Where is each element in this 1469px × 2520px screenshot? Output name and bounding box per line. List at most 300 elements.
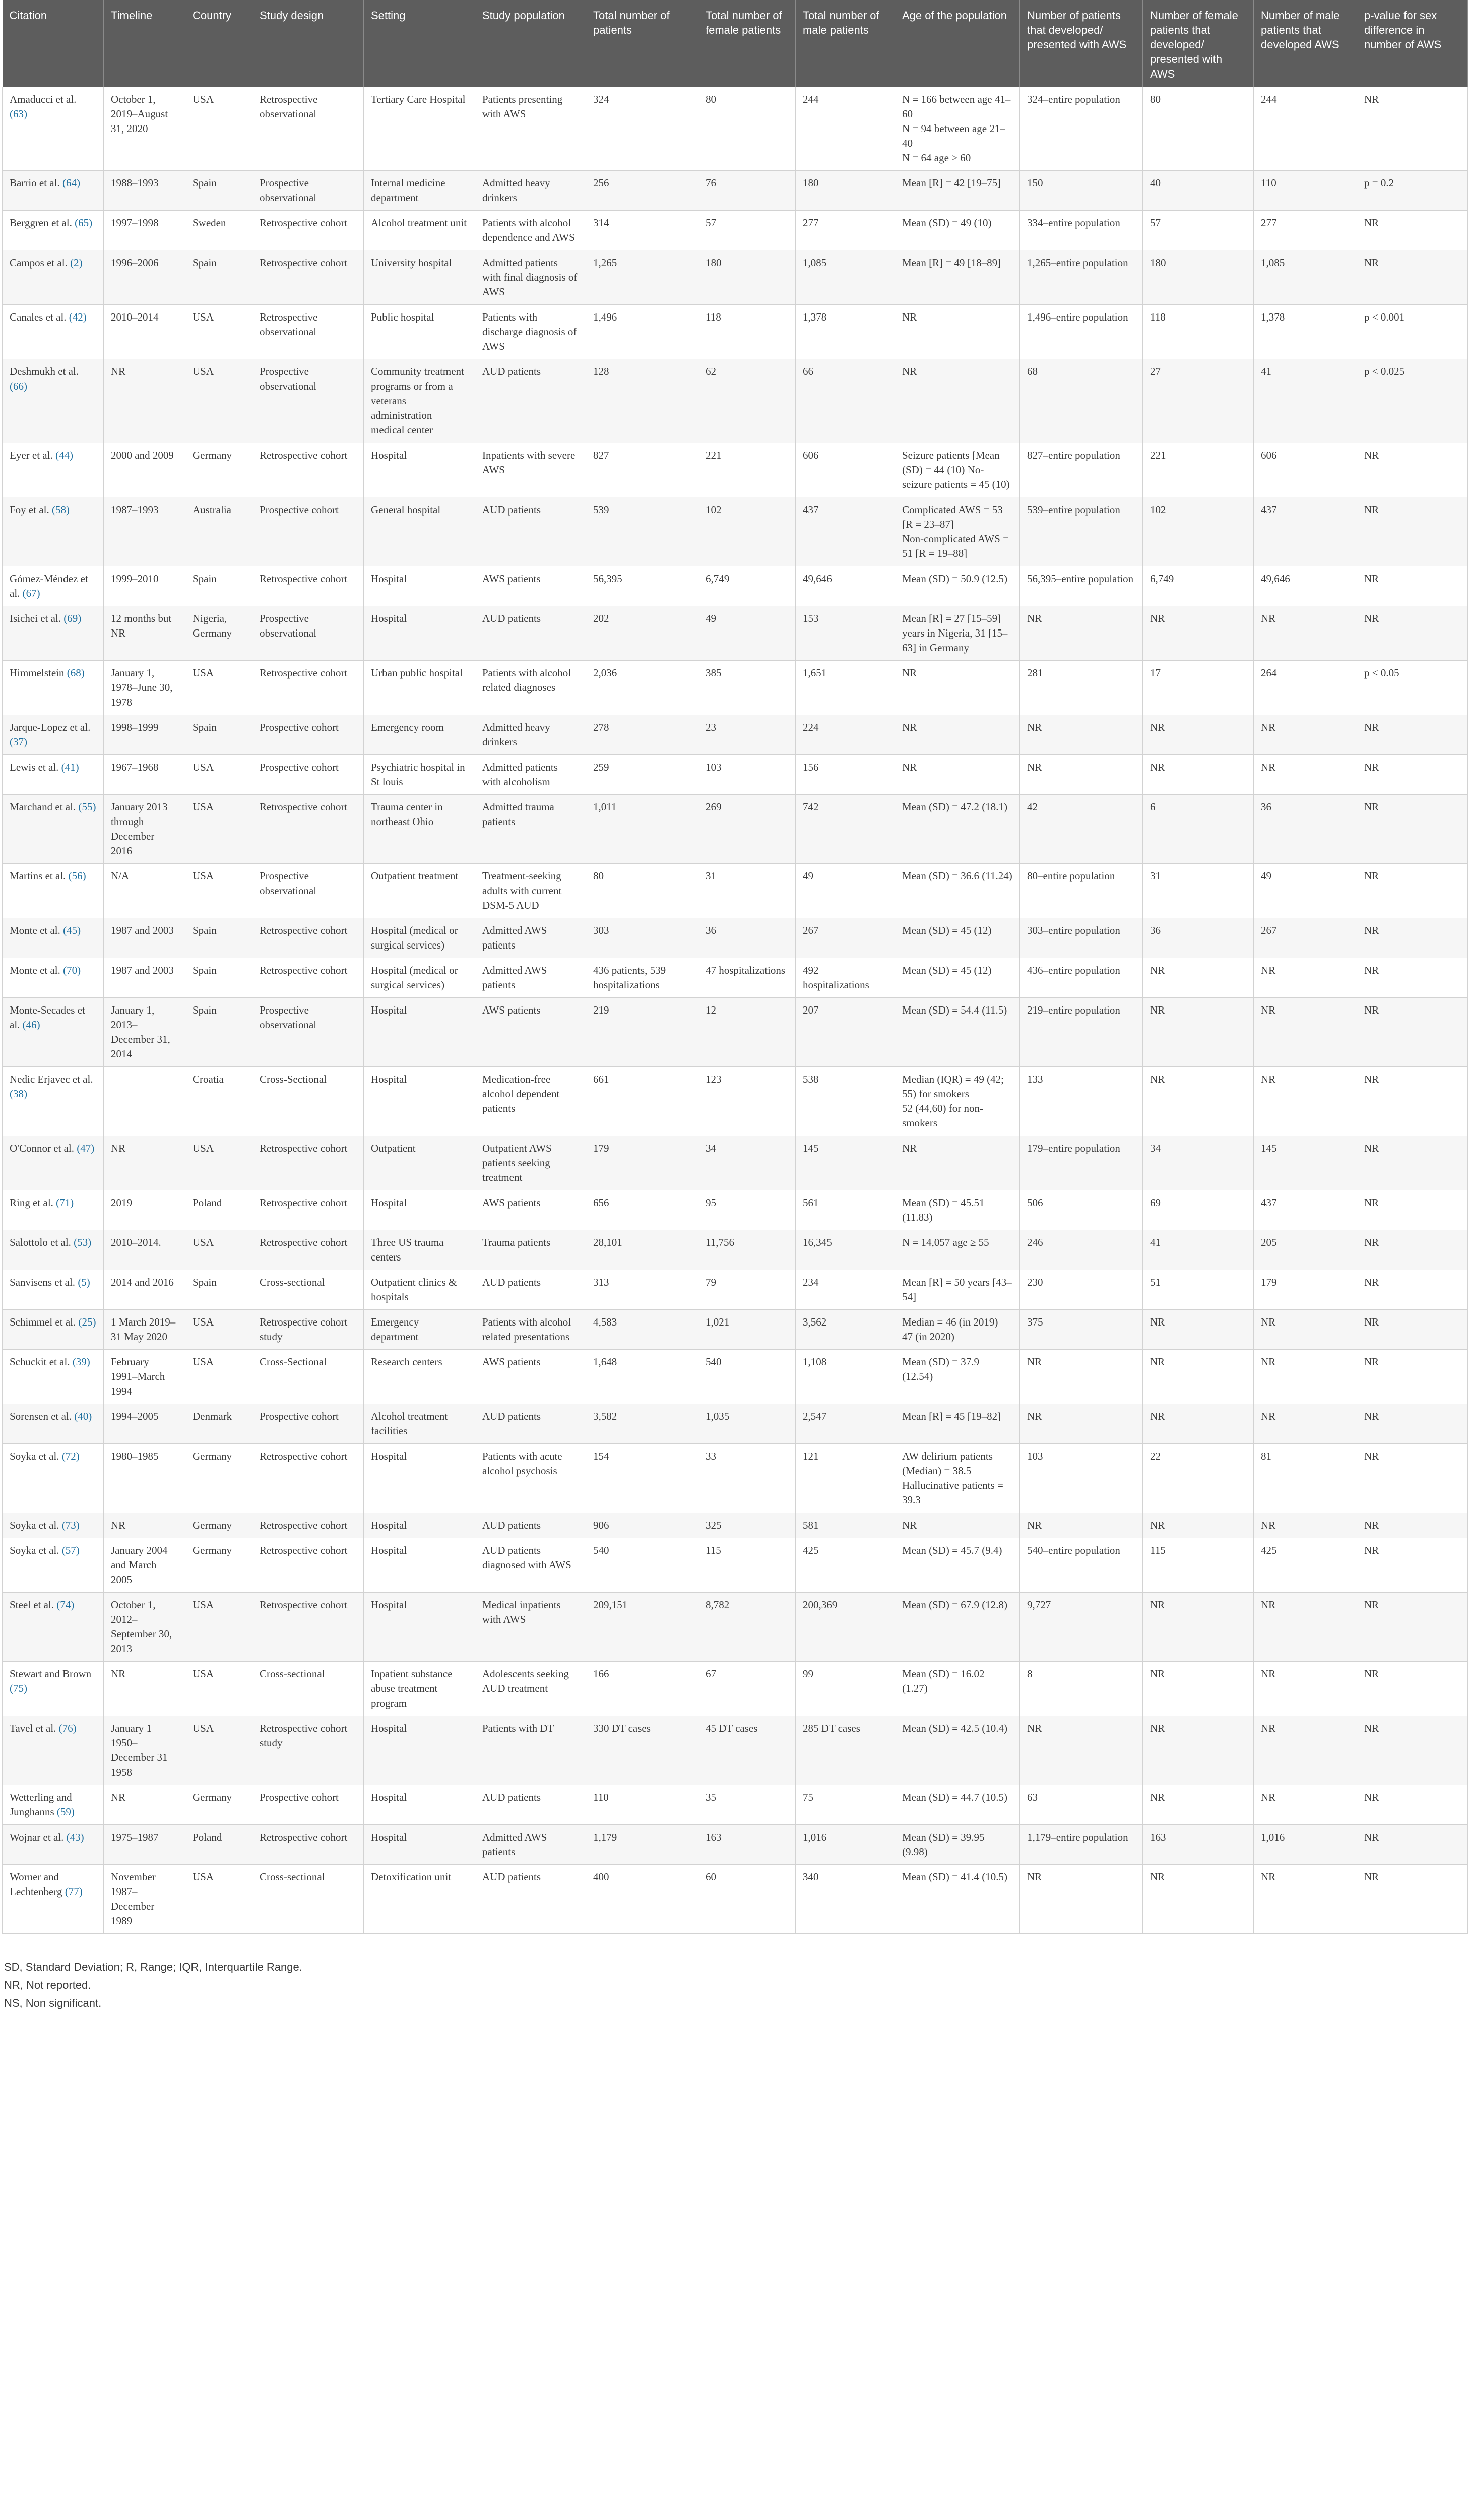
table-cell: AUD patients [475, 359, 586, 443]
table-cell: 340 [796, 1865, 895, 1934]
table-row [3, 250, 1468, 305]
reference-link[interactable]: (43) [66, 1831, 84, 1843]
citation-cell: Berggren et al. (65) [3, 211, 104, 250]
table-cell: NR [1357, 755, 1468, 795]
table-cell: 436 patients, 539 hospitalizations [586, 958, 698, 998]
table-cell: 1994–2005 [104, 1404, 185, 1444]
table-cell: 57 [698, 211, 796, 250]
table-cell: NR [1357, 1310, 1468, 1350]
table-cell: NR [895, 359, 1020, 443]
table-cell: Australia [185, 497, 252, 566]
column-header: Number of female patients that developed/ presented with AWS [1143, 0, 1254, 87]
table-cell: 1967–1968 [104, 755, 185, 795]
table-cell: 1,016 [1254, 1825, 1357, 1865]
table-cell: 63 [1020, 1785, 1143, 1825]
reference-link[interactable]: (72) [61, 1450, 80, 1462]
table-cell: NR [104, 1662, 185, 1716]
table-cell: NR [1254, 606, 1357, 661]
table-cell: Admitted patients with alcoholism [475, 755, 586, 795]
table-cell: 2010–2014 [104, 305, 185, 359]
reference-link[interactable]: (67) [22, 587, 40, 599]
table-cell: 41 [1143, 1230, 1254, 1270]
table-cell: 540 [586, 1538, 698, 1593]
table-cell: Hospital [364, 998, 475, 1067]
table-row [3, 1513, 1468, 1538]
table-cell: NR [1357, 958, 1468, 998]
table-footnotes [2, 1958, 1467, 2012]
table-cell: Patients with DT [475, 1716, 586, 1785]
table-cell: Prospective cohort [252, 715, 364, 755]
table-cell: NR [1357, 250, 1468, 305]
column-header: Setting [364, 0, 475, 87]
table-cell: Admitted heavy drinkers [475, 715, 586, 755]
table-cell: 2019 [104, 1190, 185, 1230]
table-cell: Treatment-seeking adults with current DSM-5 AUD [475, 864, 586, 918]
reference-link[interactable]: (37) [10, 736, 27, 748]
table-cell: Mean (SD) = 45.51 (11.83) [895, 1190, 1020, 1230]
table-cell: AWS patients [475, 566, 586, 606]
table-cell: 538 [796, 1067, 895, 1136]
table-cell: February 1991–March 1994 [104, 1350, 185, 1404]
reference-link[interactable]: (77) [65, 1885, 83, 1898]
table-cell: Hospital [364, 443, 475, 497]
table-row [3, 1350, 1468, 1404]
table-cell: 1987 and 2003 [104, 918, 185, 958]
table-cell: 1987 and 2003 [104, 958, 185, 998]
table-cell: 180 [698, 250, 796, 305]
reference-link[interactable]: (44) [55, 449, 73, 461]
table-cell: Public hospital [364, 305, 475, 359]
reference-link[interactable]: (65) [75, 217, 93, 229]
table-cell: 246 [1020, 1230, 1143, 1270]
table-cell: 12 [698, 998, 796, 1067]
table-cell: 99 [796, 1662, 895, 1716]
table-cell: 1,179 [586, 1825, 698, 1865]
citation-cell: Sorensen et al. (40) [3, 1404, 104, 1444]
table-cell: AUD patients [475, 1404, 586, 1444]
table-cell: 110 [586, 1785, 698, 1825]
table-cell: 1,108 [796, 1350, 895, 1404]
table-row [3, 1067, 1468, 1136]
table-cell: Prospective cohort [252, 755, 364, 795]
table-cell: 11,756 [698, 1230, 796, 1270]
table-cell: Patients with alcohol related diagnoses [475, 661, 586, 715]
table-cell: Spain [185, 715, 252, 755]
table-cell [104, 1067, 185, 1136]
header-row [3, 0, 1468, 87]
table-cell: Cross-sectional [252, 1270, 364, 1310]
table-cell: Complicated AWS = 53 [R = 23–87] Non-complicated AWS = 51 [R = 19–88] [895, 497, 1020, 566]
table-row [3, 305, 1468, 359]
table-cell: 1,016 [796, 1825, 895, 1865]
table-cell: 1,651 [796, 661, 895, 715]
table-cell: 234 [796, 1270, 895, 1310]
table-cell: AWS patients [475, 1350, 586, 1404]
table-cell: 36 [1143, 918, 1254, 958]
table-cell: NR [1357, 566, 1468, 606]
table-row [3, 1716, 1468, 1785]
table-cell: Prospective observational [252, 864, 364, 918]
table-cell: Patients with acute alcohol psychosis [475, 1444, 586, 1513]
table-cell: AUD patients [475, 497, 586, 566]
table-cell: 35 [698, 1785, 796, 1825]
table-cell: 661 [586, 1067, 698, 1136]
citation-cell: Eyer et al. (44) [3, 443, 104, 497]
table-cell: NR [1143, 755, 1254, 795]
table-cell: NR [1143, 958, 1254, 998]
reference-link[interactable]: (5) [78, 1276, 90, 1288]
table-cell: 179–entire population [1020, 1136, 1143, 1190]
table-cell: January 2004 and March 2005 [104, 1538, 185, 1593]
citation-cell: Tavel et al. (76) [3, 1716, 104, 1785]
table-cell: p < 0.001 [1357, 305, 1468, 359]
table-cell: 324–entire population [1020, 87, 1143, 171]
table-cell: NR [895, 1513, 1020, 1538]
citation-cell: Campos et al. (2) [3, 250, 104, 305]
table-row [3, 497, 1468, 566]
table-cell: Retrospective cohort [252, 1513, 364, 1538]
table-cell: 437 [1254, 497, 1357, 566]
table-cell: 281 [1020, 661, 1143, 715]
table-cell: NR [1254, 1593, 1357, 1662]
table-cell: NR [895, 715, 1020, 755]
table-cell: 540–entire population [1020, 1538, 1143, 1593]
table-row [3, 864, 1468, 918]
table-cell: 31 [1143, 864, 1254, 918]
citation-cell: Wetterling and Junghanns (59) [3, 1785, 104, 1825]
table-cell: 80–entire population [1020, 864, 1143, 918]
table-cell: Prospective observational [252, 998, 364, 1067]
table-cell: NR [1254, 1310, 1357, 1350]
table-cell: NR [1254, 715, 1357, 755]
table-cell: Outpatient clinics & hospitals [364, 1270, 475, 1310]
table-cell: 269 [698, 795, 796, 864]
table-cell: NR [1357, 1662, 1468, 1716]
table-cell: Nigeria, Germany [185, 606, 252, 661]
studies-table [2, 0, 1468, 1934]
table-cell: Median (IQR) = 49 (42; 55) for smokers 52 (44,60) for non-smokers [895, 1067, 1020, 1136]
table-cell: 1975–1987 [104, 1825, 185, 1865]
table-cell: Emergency department [364, 1310, 475, 1350]
citation-cell: Monte et al. (70) [3, 958, 104, 998]
table-cell: AUD patients [475, 606, 586, 661]
table-cell: NR [1143, 1716, 1254, 1785]
reference-link[interactable]: (42) [69, 311, 87, 323]
table-cell: 1,179–entire population [1020, 1825, 1143, 1865]
table-cell: Sweden [185, 211, 252, 250]
table-cell: NR [1143, 1404, 1254, 1444]
citation-cell: Monte et al. (45) [3, 918, 104, 958]
table-cell: 102 [698, 497, 796, 566]
table-cell: NR [1020, 606, 1143, 661]
table-cell: 1,035 [698, 1404, 796, 1444]
table-cell: Patients with alcohol dependence and AWS [475, 211, 586, 250]
table-cell: NR [1254, 1350, 1357, 1404]
reference-link[interactable]: (45) [63, 924, 81, 936]
table-cell: NR [1143, 715, 1254, 755]
table-cell: 110 [1254, 171, 1357, 211]
table-cell: Germany [185, 1513, 252, 1538]
table-cell: 36 [698, 918, 796, 958]
reference-link[interactable]: (70) [63, 964, 81, 976]
table-cell: Prospective cohort [252, 1404, 364, 1444]
column-header: Total number of female patients [698, 0, 796, 87]
table-row [3, 87, 1468, 171]
table-cell: Community treatment programs or from a veterans administration medical center [364, 359, 475, 443]
table-cell: Retrospective cohort [252, 958, 364, 998]
table-cell: NR [1357, 497, 1468, 566]
table-cell: NR [1357, 606, 1468, 661]
table-cell: 436–entire population [1020, 958, 1143, 998]
reference-link[interactable]: (71) [56, 1196, 74, 1209]
table-cell: 1987–1993 [104, 497, 185, 566]
table-cell: Poland [185, 1190, 252, 1230]
table-header [3, 0, 1468, 87]
table-cell: Retrospective cohort [252, 795, 364, 864]
citation-cell: Amaducci et al. (63) [3, 87, 104, 171]
table-cell: November 1987–December 1989 [104, 1865, 185, 1934]
citation-cell: Martins et al. (56) [3, 864, 104, 918]
table-cell: NR [1143, 1513, 1254, 1538]
table-cell: 8 [1020, 1662, 1143, 1716]
table-cell: 256 [586, 171, 698, 211]
table-cell: NR [1357, 715, 1468, 755]
table-cell: Outpatient AWS patients seeking treatment [475, 1136, 586, 1190]
reference-link[interactable]: (41) [61, 761, 79, 773]
table-cell: AUD patients [475, 1270, 586, 1310]
table-cell: Admitted AWS patients [475, 1825, 586, 1865]
table-cell: NR [1357, 87, 1468, 171]
column-header: Total number of male patients [796, 0, 895, 87]
table-cell: NR [1143, 1785, 1254, 1825]
table-cell: NR [1254, 1662, 1357, 1716]
table-cell: 133 [1020, 1067, 1143, 1136]
table-cell: Prospective observational [252, 171, 364, 211]
table-cell: 230 [1020, 1270, 1143, 1310]
table-cell: 400 [586, 1865, 698, 1934]
reference-link[interactable]: (75) [10, 1682, 27, 1694]
table-cell: 22 [1143, 1444, 1254, 1513]
table-cell: Cross-Sectional [252, 1067, 364, 1136]
footnote-abbreviations: SD, Standard Deviation; R, Range; IQR, Interquartile Range. [4, 1961, 302, 1973]
table-cell: 154 [586, 1444, 698, 1513]
reference-link[interactable]: (68) [67, 667, 85, 679]
table-cell: Mean (SD) = 39.95 (9.98) [895, 1825, 1020, 1865]
table-cell: 36 [1254, 795, 1357, 864]
citation-cell: Wojnar et al. (43) [3, 1825, 104, 1865]
citation-cell: Soyka et al. (57) [3, 1538, 104, 1593]
reference-link[interactable]: (76) [58, 1722, 77, 1734]
table-cell: 150 [1020, 171, 1143, 211]
table-cell: Mean [R] = 27 [15–59] years in Nigeria, 31 [15–63] in Germany [895, 606, 1020, 661]
table-row [3, 1825, 1468, 1865]
column-header: Total number of patients [586, 0, 698, 87]
table-cell: Hospital [364, 1785, 475, 1825]
citation-cell: Isichei et al. (69) [3, 606, 104, 661]
reference-link[interactable]: (63) [10, 108, 27, 120]
table-cell: 75 [796, 1785, 895, 1825]
table-row [3, 1230, 1468, 1270]
table-cell: NR [1357, 1593, 1468, 1662]
table-cell: Spain [185, 250, 252, 305]
table-cell: 62 [698, 359, 796, 443]
reference-link[interactable]: (38) [10, 1088, 27, 1100]
table-cell: 742 [796, 795, 895, 864]
table-cell: N = 166 between age 41–60 N = 94 between age 21–40 N = 64 age > 60 [895, 87, 1020, 171]
table-cell: 1,021 [698, 1310, 796, 1350]
table-cell: 45 DT cases [698, 1716, 796, 1785]
table-cell: Mean [R] = 50 years [43–54] [895, 1270, 1020, 1310]
table-cell: 1,011 [586, 795, 698, 864]
table-cell: Mean [R] = 49 [18–89] [895, 250, 1020, 305]
table-cell: Mean (SD) = 45 (12) [895, 918, 1020, 958]
table-cell: Retrospective cohort study [252, 1310, 364, 1350]
table-cell: 81 [1254, 1444, 1357, 1513]
table-cell: 827–entire population [1020, 443, 1143, 497]
table-cell: NR [1357, 795, 1468, 864]
table-cell: 540 [698, 1350, 796, 1404]
table-cell: 200,369 [796, 1593, 895, 1662]
table-cell: 219–entire population [1020, 998, 1143, 1067]
table-cell: NR [895, 661, 1020, 715]
reference-link[interactable]: (40) [74, 1410, 92, 1422]
table-cell: NR [1254, 1513, 1357, 1538]
table-cell: NR [1020, 1716, 1143, 1785]
table-cell: 264 [1254, 661, 1357, 715]
table-cell: 224 [796, 715, 895, 755]
table-cell: 163 [698, 1825, 796, 1865]
reference-link[interactable]: (53) [74, 1236, 92, 1248]
reference-link[interactable]: (66) [10, 380, 27, 392]
table-cell: 180 [796, 171, 895, 211]
reference-link[interactable]: (64) [62, 177, 80, 189]
table-cell: Hospital (medical or surgical services) [364, 918, 475, 958]
table-cell: Median = 46 (in 2019) 47 (in 2020) [895, 1310, 1020, 1350]
reference-link[interactable]: (55) [78, 801, 96, 813]
table-cell: NR [1254, 1865, 1357, 1934]
table-cell: Adolescents seeking AUD treatment [475, 1662, 586, 1716]
reference-link[interactable]: (2) [70, 257, 83, 269]
table-cell: Trauma patients [475, 1230, 586, 1270]
table-cell: Mean (SD) = 42.5 (10.4) [895, 1716, 1020, 1785]
table-cell: 121 [796, 1444, 895, 1513]
table-cell: NR [104, 1785, 185, 1825]
table-cell: Retrospective cohort [252, 1538, 364, 1593]
table-cell: University hospital [364, 250, 475, 305]
reference-link[interactable]: (58) [52, 503, 70, 516]
table-cell: USA [185, 1662, 252, 1716]
table-cell: Medication-free alcohol dependent patients [475, 1067, 586, 1136]
table-cell: USA [185, 1310, 252, 1350]
table-body [3, 87, 1468, 1934]
table-cell: 79 [698, 1270, 796, 1310]
table-cell: Spain [185, 918, 252, 958]
table-cell: NR [1020, 755, 1143, 795]
table-cell: 56,395 [586, 566, 698, 606]
table-cell: Patients with alcohol related presentations [475, 1310, 586, 1350]
citation-cell: Gómez-Méndez et al. (67) [3, 566, 104, 606]
table-row [3, 918, 1468, 958]
table-cell: NR [1020, 1865, 1143, 1934]
table-cell: NR [1357, 1513, 1468, 1538]
table-cell: NR [1357, 1190, 1468, 1230]
table-cell: 303–entire population [1020, 918, 1143, 958]
table-cell: 179 [1254, 1270, 1357, 1310]
table-cell: Mean (SD) = 36.6 (11.24) [895, 864, 1020, 918]
reference-link[interactable]: (56) [68, 870, 86, 882]
table-cell: Mean (SD) = 45.7 (9.4) [895, 1538, 1020, 1593]
table-cell: Hospital [364, 1825, 475, 1865]
table-cell: 425 [796, 1538, 895, 1593]
table-cell: Spain [185, 566, 252, 606]
table-cell: USA [185, 1136, 252, 1190]
table-cell: NR [104, 359, 185, 443]
table-cell: AW delirium patients (Median) = 38.5 Hallucinative patients = 39.3 [895, 1444, 1020, 1513]
reference-link[interactable]: (59) [56, 1806, 75, 1818]
reference-link[interactable]: (73) [61, 1519, 80, 1531]
table-cell: Research centers [364, 1350, 475, 1404]
table-cell: NR [1254, 755, 1357, 795]
table-cell: Three US trauma centers [364, 1230, 475, 1270]
table-cell: 205 [1254, 1230, 1357, 1270]
table-cell: NR [1254, 998, 1357, 1067]
table-cell: Hospital [364, 566, 475, 606]
table-cell: NR [1357, 1067, 1468, 1136]
table-cell: 34 [698, 1136, 796, 1190]
table-cell: 1999–2010 [104, 566, 185, 606]
reference-link[interactable]: (57) [61, 1544, 80, 1556]
table-cell: Patients presenting with AWS [475, 87, 586, 171]
table-cell: USA [185, 795, 252, 864]
table-cell: NR [1357, 918, 1468, 958]
table-cell: 80 [1143, 87, 1254, 171]
reference-link[interactable]: (74) [56, 1599, 75, 1611]
table-cell: 115 [698, 1538, 796, 1593]
table-row [3, 1190, 1468, 1230]
table-cell: 330 DT cases [586, 1716, 698, 1785]
table-cell: 1,085 [796, 250, 895, 305]
table-cell: 42 [1020, 795, 1143, 864]
table-cell: January 1, 1978–June 30, 1978 [104, 661, 185, 715]
reference-link[interactable]: (39) [72, 1356, 90, 1368]
table-cell: 492 hospitalizations [796, 958, 895, 998]
table-cell: 49,646 [796, 566, 895, 606]
table-cell: Retrospective cohort [252, 661, 364, 715]
table-cell: 49 [698, 606, 796, 661]
table-cell: October 1, 2012–September 30, 2013 [104, 1593, 185, 1662]
table-cell: 123 [698, 1067, 796, 1136]
table-cell: 2010–2014. [104, 1230, 185, 1270]
table-cell: 31 [698, 864, 796, 918]
reference-link[interactable]: (46) [22, 1019, 40, 1031]
table-cell: USA [185, 359, 252, 443]
table-cell: 80 [586, 864, 698, 918]
table-cell: 51 [1143, 1270, 1254, 1310]
reference-link[interactable]: (25) [78, 1316, 96, 1328]
table-cell: Retrospective cohort [252, 1825, 364, 1865]
reference-link[interactable]: (47) [77, 1142, 95, 1154]
table-cell: General hospital [364, 497, 475, 566]
table-cell: Retrospective cohort [252, 1230, 364, 1270]
table-cell: 259 [586, 755, 698, 795]
column-header: Timeline [104, 0, 185, 87]
table-cell: Hospital [364, 1538, 475, 1593]
table-cell: Spain [185, 998, 252, 1067]
table-cell: 244 [1254, 87, 1357, 171]
table-cell: NR [1254, 1067, 1357, 1136]
reference-link[interactable]: (69) [63, 612, 82, 624]
table-cell: Spain [185, 1270, 252, 1310]
